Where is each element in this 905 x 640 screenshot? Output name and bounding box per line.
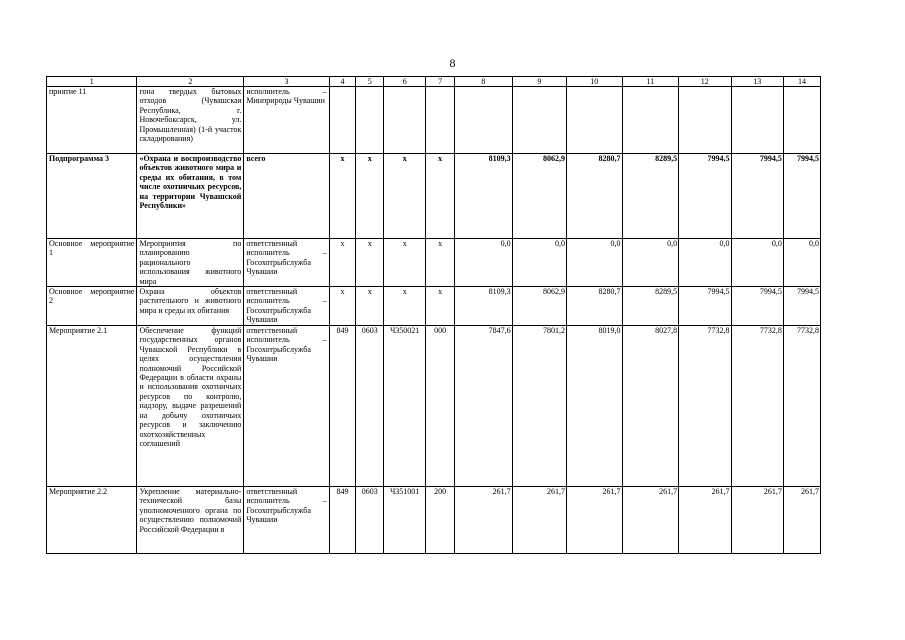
description-cell: Мероприятия по планированию рационального использования животного мира <box>137 239 244 287</box>
value-cell: 261,7 <box>783 487 820 554</box>
code-cell: 849 <box>329 326 356 487</box>
executor-cell: всего <box>244 154 329 239</box>
value-cell: 7994,5 <box>679 154 731 239</box>
code-cell: Ч350021 <box>384 326 426 487</box>
value-cell: 0,0 <box>512 239 566 287</box>
value-cell: 7994,5 <box>731 287 783 326</box>
value-cell: 0,0 <box>455 239 513 287</box>
code-cell: x <box>384 239 426 287</box>
value-cell <box>731 87 783 154</box>
table-row <box>47 154 821 239</box>
value-cell: 7847,6 <box>455 326 513 487</box>
program-name-cell: Основное мероприятие 1 <box>47 239 137 287</box>
executor-cell: ответственный исполнитель – Госохотрыбслужба Чувашии <box>244 326 329 487</box>
description-cell: Охрана объектов растительного и животного мира и среды их обитания <box>137 287 244 326</box>
header-cell: 14 <box>783 77 820 87</box>
value-cell: 261,7 <box>622 487 679 554</box>
executor-cell: ответственный исполнитель – Госохотрыбслужба Чувашии <box>244 487 329 554</box>
header-cell: 6 <box>384 77 426 87</box>
value-cell: 8019,0 <box>567 326 623 487</box>
value-cell: 7732,8 <box>783 326 820 487</box>
code-cell: x <box>384 154 426 239</box>
code-cell: x <box>384 287 426 326</box>
program-name-cell: Мероприятие 2.2 <box>47 487 137 554</box>
table-row <box>47 239 821 287</box>
value-cell: 0,0 <box>567 239 623 287</box>
code-cell: x <box>426 154 455 239</box>
header-cell: 4 <box>329 77 356 87</box>
value-cell <box>455 87 513 154</box>
executor-cell: ответственный исполнитель – Госохотрыбслужба Чувашии <box>244 287 329 326</box>
description-cell: Обеспечение функций государственных органов Чувашской Республики в целях осуществления полномочий Российской Федерации в области охраны и использования охотничьих ресурсов по контролю, надзору, выдаче разрешений на добычу охотничьих ресурсов и заключению охотхозяйственных соглашений <box>137 326 244 487</box>
table-row <box>47 87 821 154</box>
value-cell: 8062,9 <box>512 154 566 239</box>
table-header-row <box>47 77 821 87</box>
value-cell: 0,0 <box>783 239 820 287</box>
value-cell: 0,0 <box>622 239 679 287</box>
header-cell: 2 <box>137 77 244 87</box>
description-cell: «Охрана и воспроизводство объектов животного мира и среды их обитания, в том числе охотничьих ресурсов, на территории Чувашской Республики» <box>137 154 244 239</box>
header-cell: 3 <box>244 77 329 87</box>
value-cell: 8280,7 <box>567 287 623 326</box>
value-cell: 8062,9 <box>512 287 566 326</box>
code-cell <box>384 87 426 154</box>
value-cell: 8280,7 <box>567 154 623 239</box>
value-cell: 7732,8 <box>679 326 731 487</box>
code-cell: x <box>329 287 356 326</box>
executor-cell: исполнитель – Минприроды Чувашии <box>244 87 329 154</box>
value-cell: 261,7 <box>679 487 731 554</box>
value-cell: 7732,8 <box>731 326 783 487</box>
value-cell: 261,7 <box>512 487 566 554</box>
code-cell: 200 <box>426 487 455 554</box>
value-cell <box>679 87 731 154</box>
value-cell: 7994,5 <box>783 154 820 239</box>
header-cell: 11 <box>622 77 679 87</box>
value-cell: 7801,2 <box>512 326 566 487</box>
code-cell: x <box>329 154 356 239</box>
header-cell: 7 <box>426 77 455 87</box>
value-cell: 8289,5 <box>622 287 679 326</box>
budget-table <box>46 76 821 554</box>
code-cell <box>356 87 384 154</box>
code-cell: x <box>329 239 356 287</box>
code-cell: 0603 <box>356 326 384 487</box>
header-cell: 8 <box>455 77 513 87</box>
value-cell: 261,7 <box>731 487 783 554</box>
value-cell <box>567 87 623 154</box>
code-cell: x <box>356 239 384 287</box>
code-cell <box>426 87 455 154</box>
code-cell: x <box>356 154 384 239</box>
description-cell: Укрепление материально-технической базы уполномоченного органа по осуществлению полномочий Российской Федерации в <box>137 487 244 554</box>
program-name-cell: приятие 11 <box>47 87 137 154</box>
table-row <box>47 487 821 554</box>
code-cell: 0603 <box>356 487 384 554</box>
value-cell: 0,0 <box>679 239 731 287</box>
table-row <box>47 326 821 487</box>
value-cell <box>512 87 566 154</box>
code-cell: x <box>426 239 455 287</box>
value-cell: 8109,3 <box>455 287 513 326</box>
header-cell: 12 <box>679 77 731 87</box>
header-cell: 10 <box>567 77 623 87</box>
value-cell: 8109,3 <box>455 154 513 239</box>
code-cell <box>329 87 356 154</box>
table-row <box>47 287 821 326</box>
value-cell: 261,7 <box>567 487 623 554</box>
description-cell: гона твердых бытовых отходов (Чувашская Республика, г. Новочебоксарск, ул. Промышленная) (1-й участок складирования) <box>137 87 244 154</box>
program-name-cell: Подпрограмма 3 <box>47 154 137 239</box>
header-cell: 9 <box>512 77 566 87</box>
code-cell: Ч351001 <box>384 487 426 554</box>
value-cell: 7994,5 <box>731 154 783 239</box>
executor-cell: ответственный исполнитель – Госохотрыбслужба Чувашии <box>244 239 329 287</box>
value-cell: 7994,5 <box>679 287 731 326</box>
value-cell <box>622 87 679 154</box>
code-cell: x <box>426 287 455 326</box>
code-cell: 000 <box>426 326 455 487</box>
value-cell: 8027,8 <box>622 326 679 487</box>
page-number: 8 <box>449 56 456 70</box>
code-cell: x <box>356 287 384 326</box>
header-cell: 1 <box>47 77 137 87</box>
value-cell: 0,0 <box>731 239 783 287</box>
value-cell: 261,7 <box>455 487 513 554</box>
program-name-cell: Основное мероприятие 2 <box>47 287 137 326</box>
program-name-cell: Мероприятие 2.1 <box>47 326 137 487</box>
header-cell: 5 <box>356 77 384 87</box>
value-cell <box>783 87 820 154</box>
value-cell: 8289,5 <box>622 154 679 239</box>
code-cell: 849 <box>329 487 356 554</box>
header-cell: 13 <box>731 77 783 87</box>
value-cell: 7994,5 <box>783 287 820 326</box>
